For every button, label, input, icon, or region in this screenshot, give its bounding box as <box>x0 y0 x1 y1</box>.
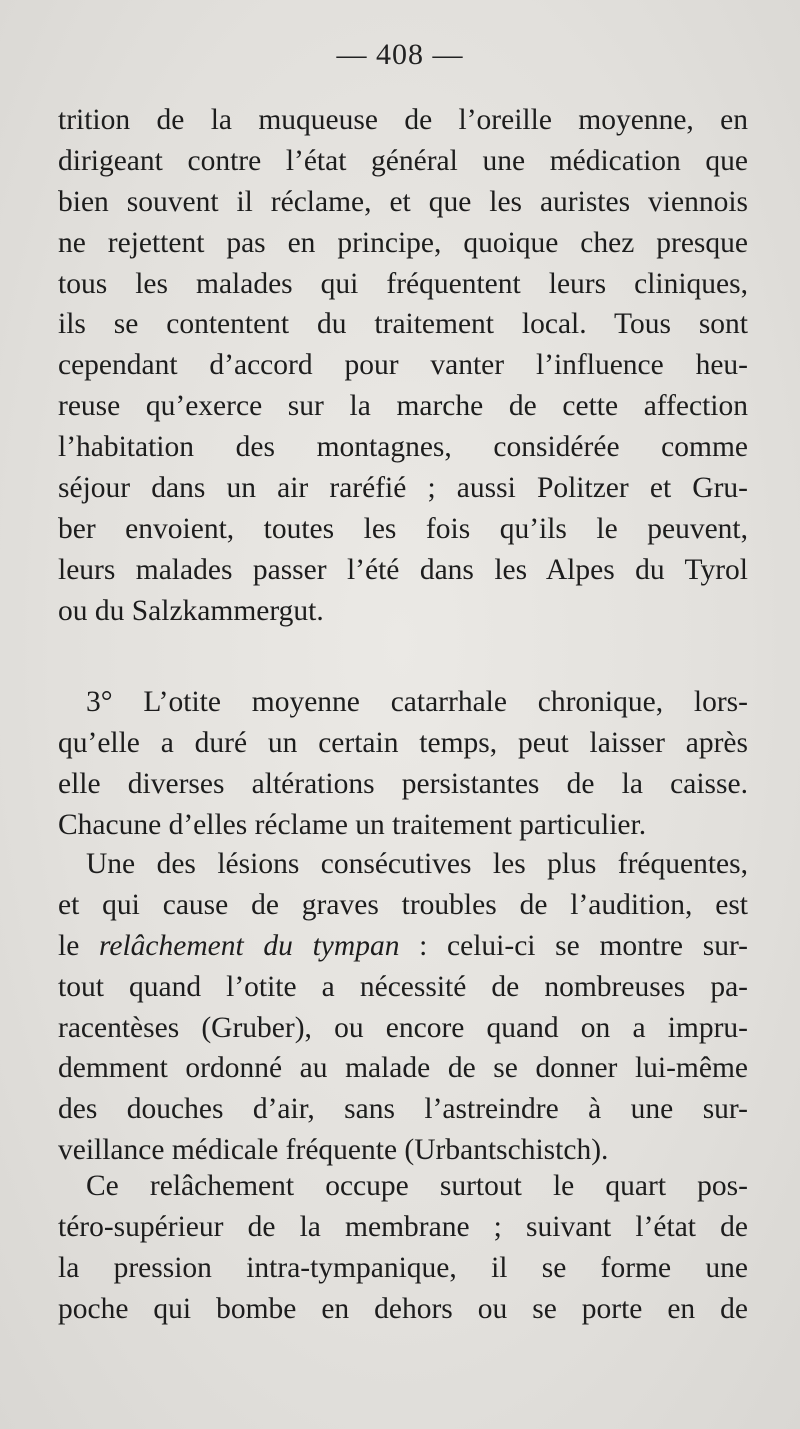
paragraph-1 <box>58 100 748 632</box>
paragraph-4 <box>58 1166 748 1330</box>
paragraph-2 <box>58 682 748 846</box>
text-line: 3° L’otite moyenne catarrhale chronique, lors- <box>86 686 748 718</box>
text-line: elle diverses altérations persistantes de la caisse. <box>58 767 748 800</box>
text-line: Chacune d’elles réclame un traitement particulier. <box>58 808 647 841</box>
text-line: Ce relâchement occupe surtout le quart pos- <box>86 1170 748 1202</box>
text-line: Une des lésions consécutives les plus fréquentes, <box>86 848 748 880</box>
text-line: ne rejettent pas en principe, quoique chez presque <box>58 226 748 259</box>
text-line: qu’elle a duré un certain temps, peut laisser après <box>58 726 748 759</box>
text-run: : celui-ci se montre sur- <box>399 929 748 962</box>
text-line: des douches d’air, sans l’astreindre à une sur- <box>58 1093 748 1126</box>
text-line: tout quand l’otite a nécessité de nombreuses pa- <box>58 970 748 1003</box>
text-line: leurs malades passer l’été dans les Alpes du Tyrol <box>58 553 748 586</box>
text-line: veillance médicale fréquente (Urbantschistch). <box>58 1134 609 1167</box>
text-line: téro-supérieur de la membrane ; suivant l’état de <box>58 1210 748 1243</box>
text-line: demment ordonné au malade de se donner lui-même <box>58 1052 748 1085</box>
page-number: — 408 — <box>336 38 464 71</box>
text-line: la pression intra-tympanique, il se forme une <box>58 1251 748 1284</box>
text-line: trition de la muqueuse de l’oreille moyenne, en <box>58 104 748 136</box>
text-line: séjour dans un air raréfié ; aussi Politzer et Gru- <box>58 472 748 505</box>
paragraph-3 <box>58 844 748 1171</box>
text-run: le <box>58 929 99 962</box>
text-line: ils se contentent du traitement local. Tous sont <box>58 308 748 341</box>
text-line: poche qui bombe en dehors ou se porte en de <box>58 1292 748 1325</box>
text-line: reuse qu’exerce sur la marche de cette affection <box>58 390 748 423</box>
italic-term: relâchement du tympan <box>99 929 400 962</box>
text-line: dirigeant contre l’état général une médication que <box>58 144 748 177</box>
text-line: l’habitation des montagnes, considérée comme <box>58 431 748 464</box>
text-line: cependant d’accord pour vanter l’influence heu- <box>58 349 748 382</box>
text-line: ber envoient, toutes les fois qu’ils le peuvent, <box>58 512 748 545</box>
text-line: ou du Salzkammergut. <box>58 594 324 627</box>
text-line: et qui cause de graves troubles de l’audition, est <box>58 888 748 921</box>
text-line: bien souvent il réclame, et que les auristes viennois <box>58 185 748 218</box>
text-line-with-italic <box>58 926 748 967</box>
text-line: tous les malades qui fréquentent leurs cliniques, <box>58 267 748 300</box>
text-line: racentèses (Gruber), ou encore quand on a impru- <box>58 1011 748 1044</box>
